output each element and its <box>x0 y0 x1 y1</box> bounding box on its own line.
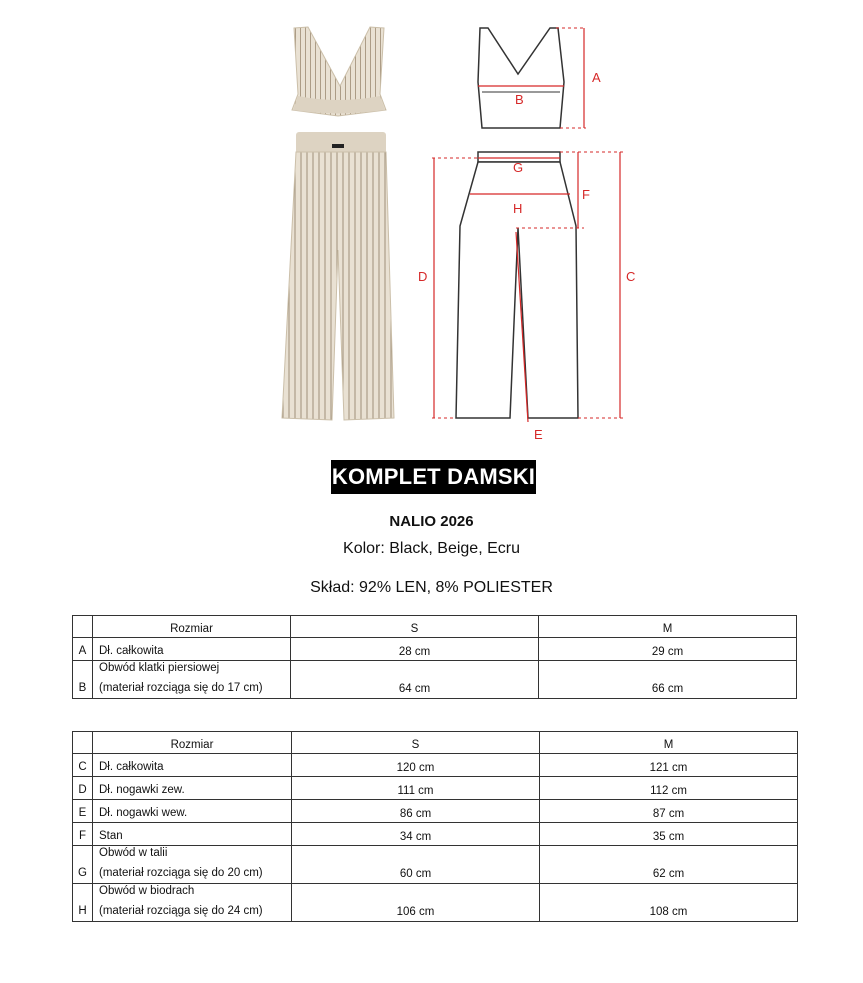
table-row <box>73 883 798 921</box>
label-f: F <box>582 187 590 202</box>
row-value-m: 66 cm <box>539 661 797 699</box>
row-name: Obwód klatki piersiowej <box>99 662 220 674</box>
table-row <box>73 638 797 661</box>
row-value-s: 34 cm <box>292 823 540 846</box>
header-size-m: M <box>539 616 797 638</box>
table-row <box>73 846 798 884</box>
row-name: Obwód w biodrach <box>99 884 195 897</box>
row-value-m: 29 cm <box>539 638 797 661</box>
table-row <box>73 754 798 777</box>
row-name-cell <box>93 883 292 921</box>
row-name: Stan <box>93 823 292 846</box>
row-letter: E <box>73 800 93 823</box>
row-value-m: 62 cm <box>540 846 798 884</box>
header-size-s: S <box>292 732 540 754</box>
row-letter: A <box>73 638 93 661</box>
row-name-note: (materiał rozciąga się do 20 cm) <box>99 867 263 880</box>
trousers-technical-sketch <box>412 146 652 442</box>
row-value-m: 108 cm <box>540 883 798 921</box>
row-value-m: 87 cm <box>540 800 798 823</box>
row-name-note: (materiał rozciąga się do 17 cm) <box>99 682 263 695</box>
row-value-m: 121 cm <box>540 754 798 777</box>
row-name-note: (materiał rozciąga się do 24 cm) <box>99 905 263 918</box>
table-corner <box>73 732 93 754</box>
row-name: Obwód w talii <box>99 847 168 859</box>
row-letter: D <box>73 777 93 800</box>
row-name-cell <box>93 661 291 699</box>
top-technical-sketch <box>468 22 618 134</box>
color-line: Kolor: Black, Beige, Ecru <box>343 540 520 557</box>
row-value-s: 111 cm <box>292 777 540 800</box>
table-corner <box>73 616 93 638</box>
row-name: Dł. całkowita <box>93 754 292 777</box>
row-letter: G <box>73 846 93 884</box>
table-row <box>73 800 798 823</box>
table-row <box>73 823 798 846</box>
table-header-row <box>73 616 797 638</box>
row-letter: B <box>73 661 93 699</box>
table-header-row <box>73 732 798 754</box>
row-name: Dł. całkowita <box>93 638 291 661</box>
label-b: B <box>515 92 524 107</box>
row-value-s: 28 cm <box>291 638 539 661</box>
row-value-s: 106 cm <box>292 883 540 921</box>
table-row <box>73 777 798 800</box>
label-a: A <box>592 70 601 85</box>
table-row <box>73 661 797 699</box>
size-table-bottom <box>72 731 798 922</box>
header-rozmiar: Rozmiar <box>93 732 292 754</box>
document-title: KOMPLET DAMSKI <box>331 460 536 494</box>
row-value-s: 60 cm <box>292 846 540 884</box>
row-letter: F <box>73 823 93 846</box>
crop-top-photo <box>288 24 390 118</box>
row-value-s: 86 cm <box>292 800 540 823</box>
label-d: D <box>418 269 428 284</box>
label-e: E <box>534 427 543 442</box>
row-value-s: 64 cm <box>291 661 539 699</box>
row-value-m: 112 cm <box>540 777 798 800</box>
row-value-s: 120 cm <box>292 754 540 777</box>
row-value-m: 35 cm <box>540 823 798 846</box>
composition-line: Skład: 92% LEN, 8% POLIESTER <box>310 579 553 596</box>
header-size-m: M <box>540 732 798 754</box>
label-c: C <box>626 269 636 284</box>
label-h: H <box>513 201 523 216</box>
header-size-s: S <box>291 616 539 638</box>
model-name: NALIO 2026 <box>389 513 474 530</box>
label-g: G <box>513 160 524 175</box>
row-name: Dł. nogawki wew. <box>93 800 292 823</box>
trousers-photo <box>280 130 396 422</box>
row-letter: H <box>73 883 93 921</box>
header-rozmiar: Rozmiar <box>93 616 291 638</box>
row-name: Dł. nogawki zew. <box>93 777 292 800</box>
row-letter: C <box>73 754 93 777</box>
size-table-top <box>72 615 797 699</box>
row-name-cell <box>93 846 292 884</box>
